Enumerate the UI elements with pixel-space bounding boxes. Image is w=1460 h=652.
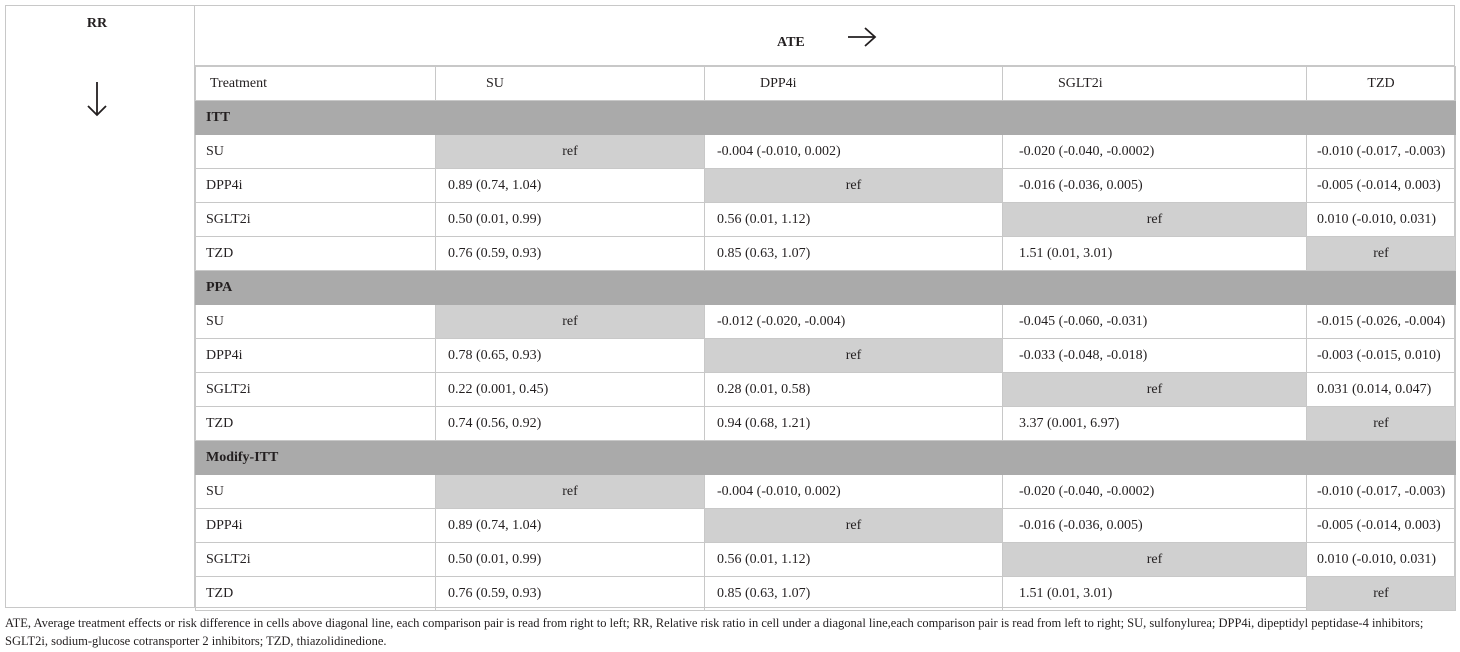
value-cell: -0.004 (-0.010, 0.002) [705,475,1003,509]
value-cell: -0.005 (-0.014, 0.003) [1307,169,1456,203]
ref-cell: ref [1307,237,1456,271]
ref-cell: ref [436,475,705,509]
section-header-row [196,101,1456,135]
ref-cell: ref [436,305,705,339]
column-header-row [196,67,1456,101]
ref-cell: ref [1003,543,1307,577]
section-label: Modify-ITT [196,441,1456,475]
ref-cell: ref [1307,407,1456,441]
value-cell: -0.004 (-0.010, 0.002) [705,135,1003,169]
value-cell: 0.89 (0.74, 1.04) [436,509,705,543]
value-cell: 0.89 (0.74, 1.04) [436,169,705,203]
value-cell: -0.005 (-0.014, 0.003) [1307,509,1456,543]
section-header-row [196,271,1456,305]
ref-cell: ref [705,339,1003,373]
value-cell: -0.016 (-0.036, 0.005) [1003,169,1307,203]
value-cell: -0.003 (-0.015, 0.010) [1307,339,1456,373]
row-label: TZD [196,577,436,611]
value-cell: 1.51 (0.01, 3.01) [1003,577,1307,611]
value-cell: 3.37 (0.001, 6.97) [1003,407,1307,441]
value-cell: 0.010 (-0.010, 0.031) [1307,203,1456,237]
value-cell: -0.020 (-0.040, -0.0002) [1003,135,1307,169]
table-row [196,373,1456,407]
column-header: TZD [1307,67,1456,101]
value-cell: 0.50 (0.01, 0.99) [436,543,705,577]
value-cell: 0.50 (0.01, 0.99) [436,203,705,237]
column-header: DPP4i [705,67,1003,101]
ref-cell: ref [1003,203,1307,237]
comparison-table [195,66,1456,611]
value-cell: 0.22 (0.001, 0.45) [436,373,705,407]
table-row [196,475,1456,509]
table-row [196,543,1456,577]
rr-label: RR [86,16,108,31]
value-cell: 1.51 (0.01, 3.01) [1003,237,1307,271]
table-row [196,407,1456,441]
value-cell: 0.28 (0.01, 0.58) [705,373,1003,407]
value-cell: -0.010 (-0.017, -0.003) [1307,475,1456,509]
rr-axis-column [5,5,195,608]
down-arrow-icon [82,79,112,119]
value-cell: 0.85 (0.63, 1.07) [705,237,1003,271]
row-label: SGLT2i [196,543,436,577]
value-cell: 0.74 (0.56, 0.92) [436,407,705,441]
table-row [196,237,1456,271]
row-label: SU [196,305,436,339]
row-label: DPP4i [196,339,436,373]
row-label: DPP4i [196,509,436,543]
ate-header [195,5,1455,66]
column-header: SGLT2i [1003,67,1307,101]
ref-cell: ref [1003,373,1307,407]
table-row [196,135,1456,169]
value-cell: 0.56 (0.01, 1.12) [705,203,1003,237]
value-cell: 0.010 (-0.010, 0.031) [1307,543,1456,577]
value-cell: 0.56 (0.01, 1.12) [705,543,1003,577]
table-row [196,169,1456,203]
row-label: DPP4i [196,169,436,203]
table-row [196,509,1456,543]
table-footnote: ATE, Average treatment effects or risk difference in cells above diagonal line, each comparison pair is read from right to left; RR, Relative risk ratio in cell under a diagonal line,each comparison pair is read from left to right; SU, sulfonylurea; DPP4i, dipeptidyl peptidase-4 inhibitors; SGLT2i, sodium-glucose cotransporter 2 inhibitors; TZD, thiazolidinedione. [5,616,1424,648]
ate-label: ATE [777,35,805,50]
section-label: PPA [196,271,1456,305]
row-label: SGLT2i [196,203,436,237]
value-cell: -0.012 (-0.020, -0.004) [705,305,1003,339]
row-label: TZD [196,407,436,441]
value-cell: 0.031 (0.014, 0.047) [1307,373,1456,407]
section-header-row [196,441,1456,475]
value-cell: 0.78 (0.65, 0.93) [436,339,705,373]
value-cell: -0.045 (-0.060, -0.031) [1003,305,1307,339]
ref-cell: ref [705,169,1003,203]
row-label: SU [196,135,436,169]
column-header: SU [436,67,705,101]
row-label: TZD [196,237,436,271]
value-cell: -0.016 (-0.036, 0.005) [1003,509,1307,543]
section-label: ITT [196,101,1456,135]
value-cell: -0.033 (-0.048, -0.018) [1003,339,1307,373]
row-label: SGLT2i [196,373,436,407]
row-label: SU [196,475,436,509]
value-cell: 0.76 (0.59, 0.93) [436,237,705,271]
table-row [196,203,1456,237]
table-row [196,305,1456,339]
value-cell: -0.020 (-0.040, -0.0002) [1003,475,1307,509]
table-row [196,339,1456,373]
ref-cell: ref [705,509,1003,543]
value-cell: 0.94 (0.68, 1.21) [705,407,1003,441]
ref-cell: ref [436,135,705,169]
value-cell: -0.010 (-0.017, -0.003) [1307,135,1456,169]
value-cell: -0.015 (-0.026, -0.004) [1307,305,1456,339]
value-cell: 0.85 (0.63, 1.07) [705,577,1003,611]
ref-cell: ref [1307,577,1456,611]
right-arrow-icon [845,25,879,49]
column-header-treatment: Treatment [196,67,436,101]
value-cell: 0.76 (0.59, 0.93) [436,577,705,611]
table-row [196,577,1456,611]
